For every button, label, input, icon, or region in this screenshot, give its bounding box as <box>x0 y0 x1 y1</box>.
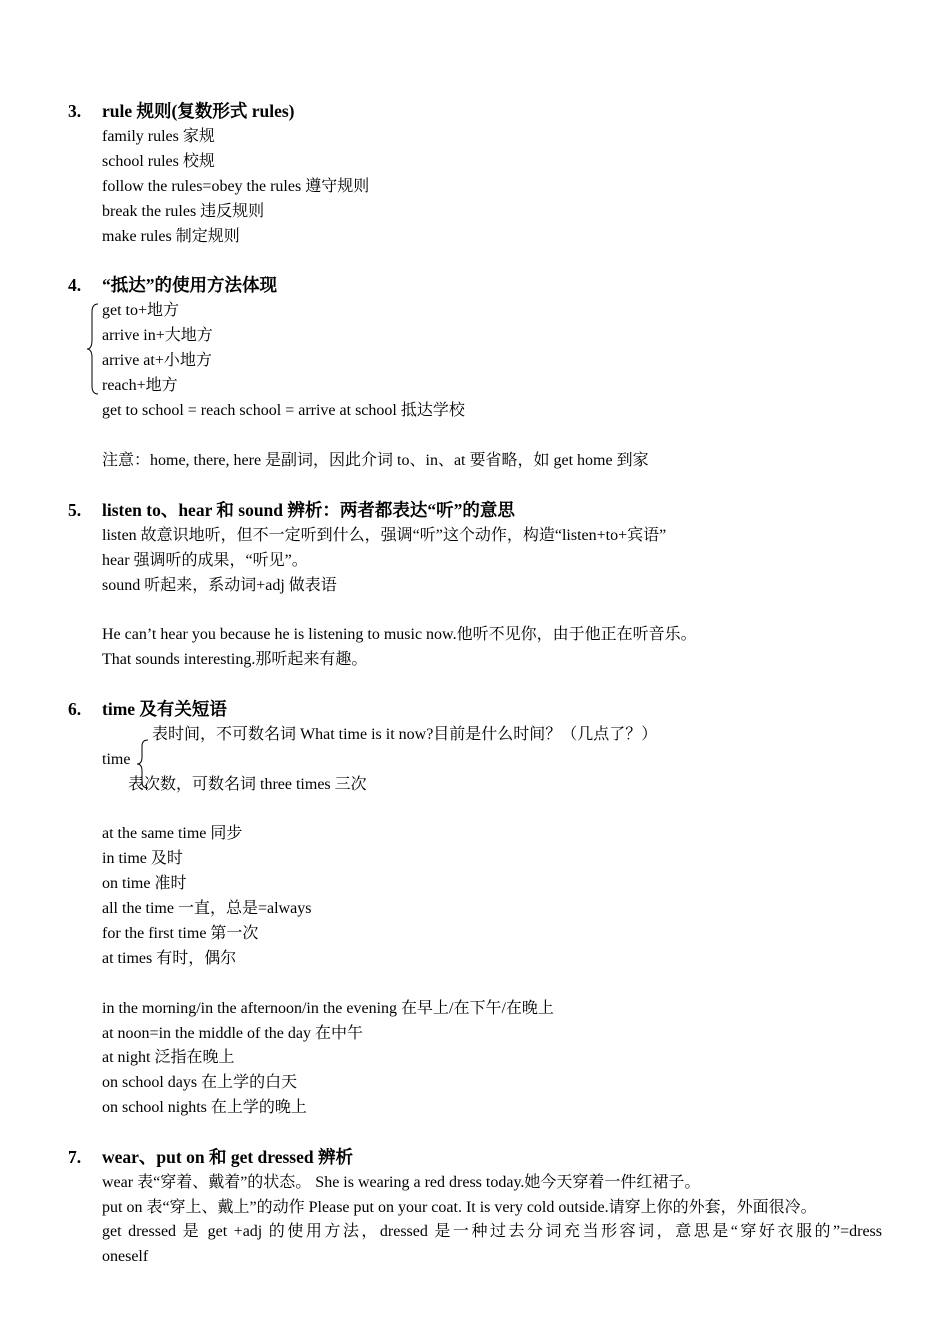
phrase-line: on school nights 在上学的晚上 <box>102 1099 307 1116</box>
section-title: listen to、hear 和 sound 辨析：两者都表达“听”的意思 <box>102 500 515 520</box>
phrase-line: at night 泛指在晚上 <box>102 1049 235 1066</box>
text-line: arrive in+大地方 <box>102 327 213 344</box>
text-line: arrive at+小地方 <box>102 352 212 369</box>
text-line: school rules 校规 <box>102 153 215 170</box>
section-title: time 及有关短语 <box>102 699 227 719</box>
section-number: 6. <box>68 699 82 719</box>
phrase-line: for the first time 第一次 <box>102 925 259 942</box>
text-line: get dressed 是 get +adj 的使用方法，dressed 是一种过去分词充当形容词，意思是“穿好衣服的”=dress <box>102 1223 882 1240</box>
section-5-heading <box>68 498 515 523</box>
phrase-line: on school days 在上学的白天 <box>102 1074 298 1091</box>
phrase-line: on time 准时 <box>102 875 187 892</box>
example-line: He can’t hear you because he is listening to music now.他听不见你，由于他正在听音乐。 <box>102 626 697 643</box>
text-line: oneself <box>102 1248 149 1265</box>
time-meaning-line: 表时间，不可数名词 What time is it now?目前是什么时间？（几点了？） <box>152 726 658 743</box>
text-line: put on 表“穿上、戴上”的动作 Please put on your coat. It is very cold outside.请穿上你的外套，外面很冷。 <box>102 1199 817 1216</box>
text-line: make rules 制定规则 <box>102 228 240 245</box>
text-line: follow the rules=obey the rules 遵守规则 <box>102 178 370 195</box>
section-4-heading <box>68 273 277 298</box>
phrase-line: at noon=in the middle of the day 在中午 <box>102 1025 363 1042</box>
section-number: 7. <box>68 1147 82 1167</box>
phrase-line: at the same time 同步 <box>102 825 243 842</box>
section-title: rule 规则(复数形式 rules) <box>102 101 295 121</box>
text-line: get to+地方 <box>102 302 180 319</box>
example-line: That sounds interesting.那听起来有趣。 <box>102 651 368 668</box>
text-line: listen 故意识地听，但不一定听到什么，强调“听”这个动作，构造“listen+to+宾语” <box>102 527 667 544</box>
section-7-heading <box>68 1145 353 1170</box>
text-line: wear 表“穿着、戴着”的状态。 She is wearing a red dress today.她今天穿着一件红裙子。 <box>102 1174 701 1191</box>
left-brace-icon <box>86 302 100 396</box>
section-number: 5. <box>68 500 82 520</box>
text-line: reach+地方 <box>102 377 178 394</box>
text-line: break the rules 违反规则 <box>102 203 265 220</box>
section-title: wear、put on 和 get dressed 辨析 <box>102 1147 353 1167</box>
text-line: get to school = reach school = arrive at school 抵达学校 <box>102 402 465 419</box>
note-line: 注意：home, there, here 是副词，因此介词 to、in、at 要省略，如 get home 到家 <box>102 452 649 469</box>
section-6-heading <box>68 697 227 722</box>
text-line: sound 听起来，系动词+adj 做表语 <box>102 577 337 594</box>
section-3-heading <box>68 99 294 124</box>
text-line: family rules 家规 <box>102 128 215 145</box>
section-number: 4. <box>68 275 82 295</box>
phrase-line: in time 及时 <box>102 850 183 867</box>
phrase-line: in the morning/in the afternoon/in the evening 在早上/在下午/在晚上 <box>102 1000 554 1017</box>
time-word: time <box>102 751 131 768</box>
phrase-line: all the time 一直，总是=always <box>102 900 312 917</box>
time-meaning-line: 表次数，可数名词 three times 三次 <box>128 776 367 793</box>
phrase-line: at times 有时，偶尔 <box>102 950 237 967</box>
text-line: hear 强调听的成果，“听见”。 <box>102 552 308 569</box>
section-title: “抵达”的使用方法体现 <box>102 275 277 295</box>
section-number: 3. <box>68 101 82 121</box>
